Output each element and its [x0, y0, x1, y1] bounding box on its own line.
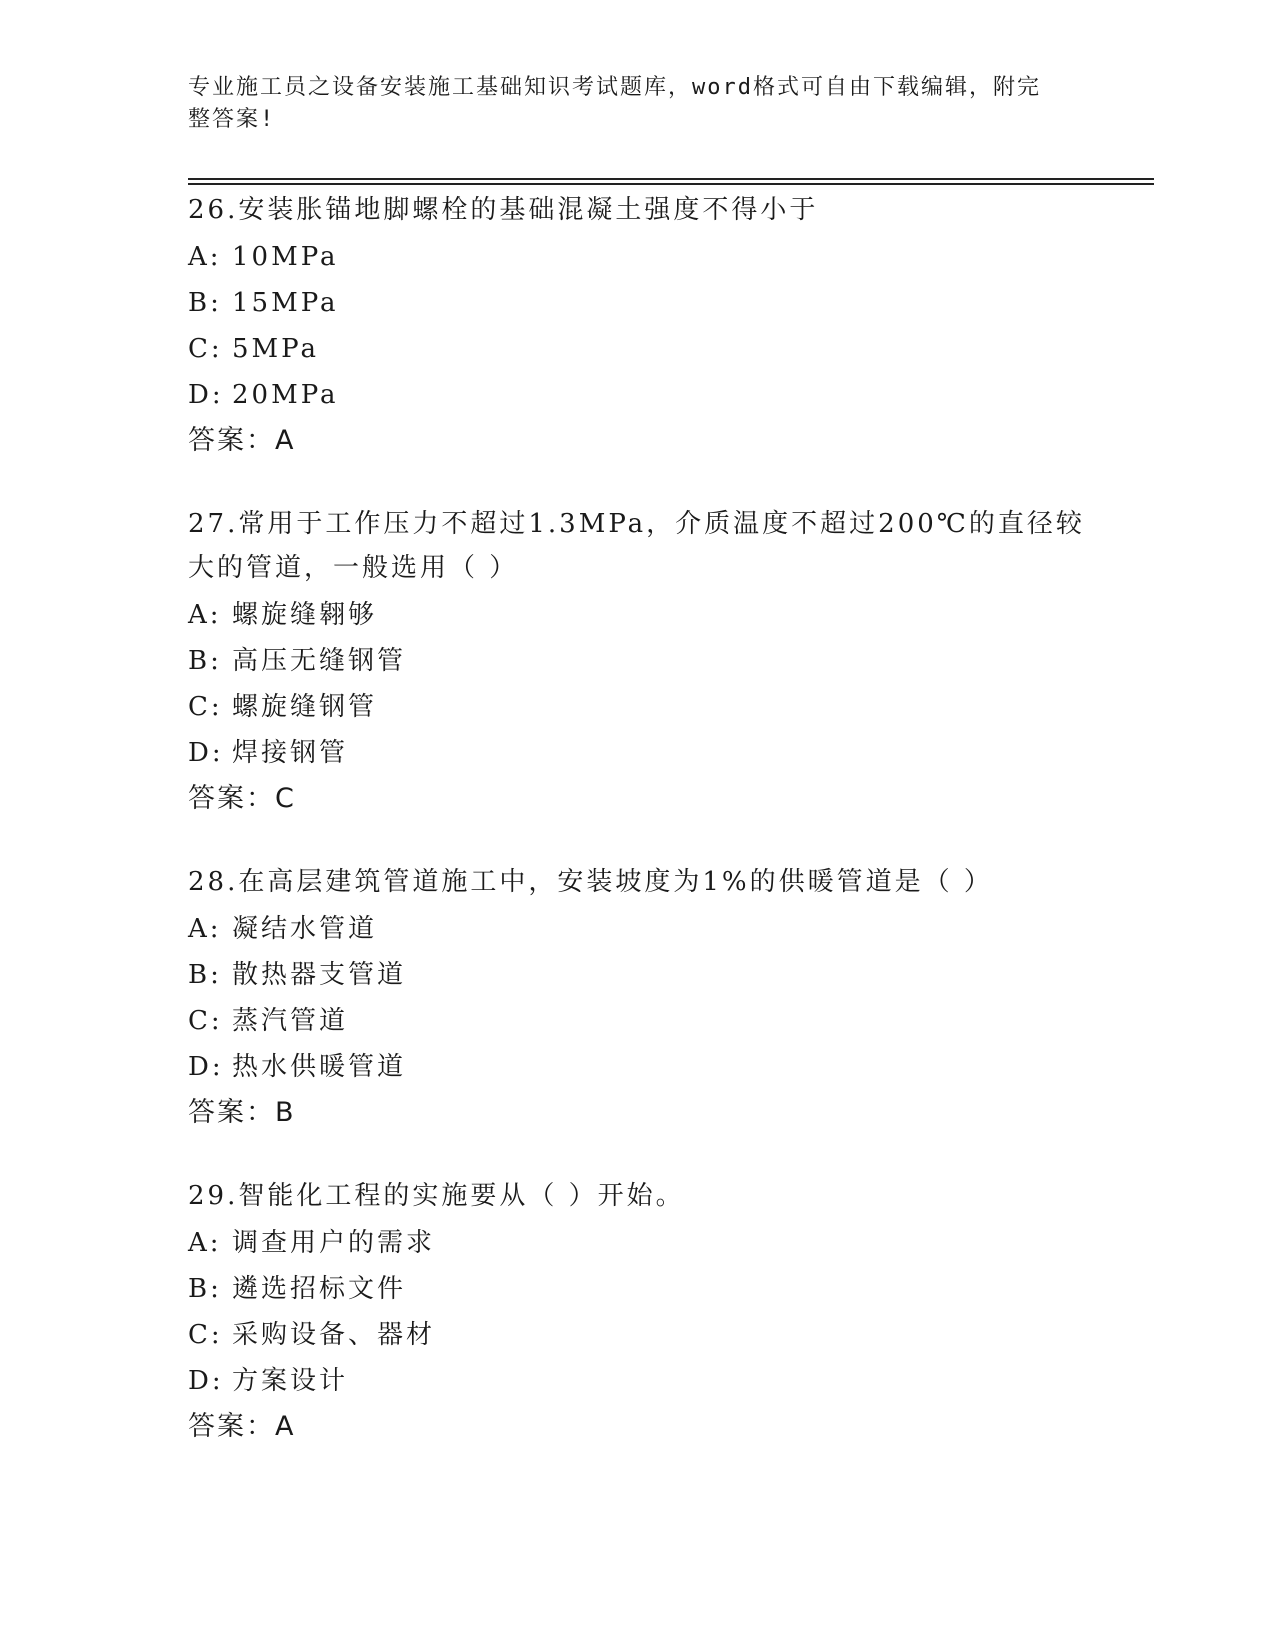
option-text: 遴选招标文件 [232, 1274, 407, 1304]
header-rule-bottom [188, 183, 1154, 185]
option-text: 凝结水管道 [232, 914, 378, 944]
answer: 答案：A [188, 1411, 296, 1442]
header-rule-top [188, 178, 1154, 180]
question-26 [188, 188, 1088, 464]
option-key: B: [188, 288, 222, 318]
option-text: 5MPa [232, 334, 319, 364]
option-text: 散热器支管道 [232, 960, 407, 990]
answer: 答案：C [188, 783, 296, 814]
option-c [188, 1312, 1088, 1358]
question-27 [188, 502, 1088, 822]
option-b [188, 280, 1088, 326]
option-text: 调查用户的需求 [232, 1228, 436, 1258]
option-key: C: [188, 334, 223, 364]
option-text: 热水供暖管道 [232, 1052, 407, 1082]
option-text: 10MPa [232, 242, 339, 272]
option-text: 高压无缝钢管 [232, 646, 407, 676]
option-key: B: [188, 646, 222, 676]
option-key: C: [188, 1006, 223, 1036]
question-list [188, 188, 1088, 1488]
question-stem: 26.安装胀锚地脚螺栓的基础混凝土强度不得小于 [188, 195, 819, 225]
option-a [188, 906, 1088, 952]
option-text: 方案设计 [232, 1366, 349, 1396]
option-key: D: [188, 380, 224, 410]
header-line-1: 专业施工员之设备安装施工基础知识考试题库，word格式可自由下载编辑，附完 [188, 75, 1041, 100]
question-29 [188, 1174, 1088, 1450]
option-text: 15MPa [232, 288, 339, 318]
option-text: 20MPa [232, 380, 339, 410]
option-key: A: [188, 1228, 222, 1258]
document-header [188, 72, 1068, 136]
option-key: B: [188, 1274, 222, 1304]
option-key: B: [188, 960, 222, 990]
option-d [188, 1358, 1088, 1404]
option-key: A: [188, 242, 222, 272]
option-key: A: [188, 600, 222, 630]
option-key: C: [188, 692, 223, 722]
option-c [188, 684, 1088, 730]
option-b [188, 952, 1088, 998]
option-text: 螺旋缝翱够 [232, 600, 378, 630]
question-28 [188, 860, 1088, 1136]
header-line-2: 整答案! [188, 107, 276, 132]
option-a [188, 234, 1088, 280]
option-key: C: [188, 1320, 223, 1350]
question-stem: 28.在高层建筑管道施工中，安装坡度为1%的供暖管道是（ ） [188, 867, 993, 897]
option-c [188, 998, 1088, 1044]
option-a [188, 1220, 1088, 1266]
option-b [188, 638, 1088, 684]
option-key: A: [188, 914, 222, 944]
option-key: D: [188, 1052, 224, 1082]
option-b [188, 1266, 1088, 1312]
question-stem: 27.常用于工作压力不超过1.3MPa，介质温度不超过200℃的直径较大的管道，一般选用（ ） [188, 509, 1085, 583]
option-key: D: [188, 1366, 224, 1396]
option-text: 采购设备、器材 [232, 1320, 436, 1350]
option-key: D: [188, 738, 224, 768]
option-d [188, 1044, 1088, 1090]
question-stem: 29.智能化工程的实施要从（ ）开始。 [188, 1181, 685, 1211]
option-a [188, 592, 1088, 638]
answer: 答案：B [188, 1097, 296, 1128]
option-c [188, 326, 1088, 372]
answer: 答案：A [188, 425, 296, 456]
option-d [188, 730, 1088, 776]
option-text: 焊接钢管 [232, 738, 349, 768]
option-d [188, 372, 1088, 418]
option-text: 螺旋缝钢管 [232, 692, 378, 722]
option-text: 蒸汽管道 [232, 1006, 349, 1036]
